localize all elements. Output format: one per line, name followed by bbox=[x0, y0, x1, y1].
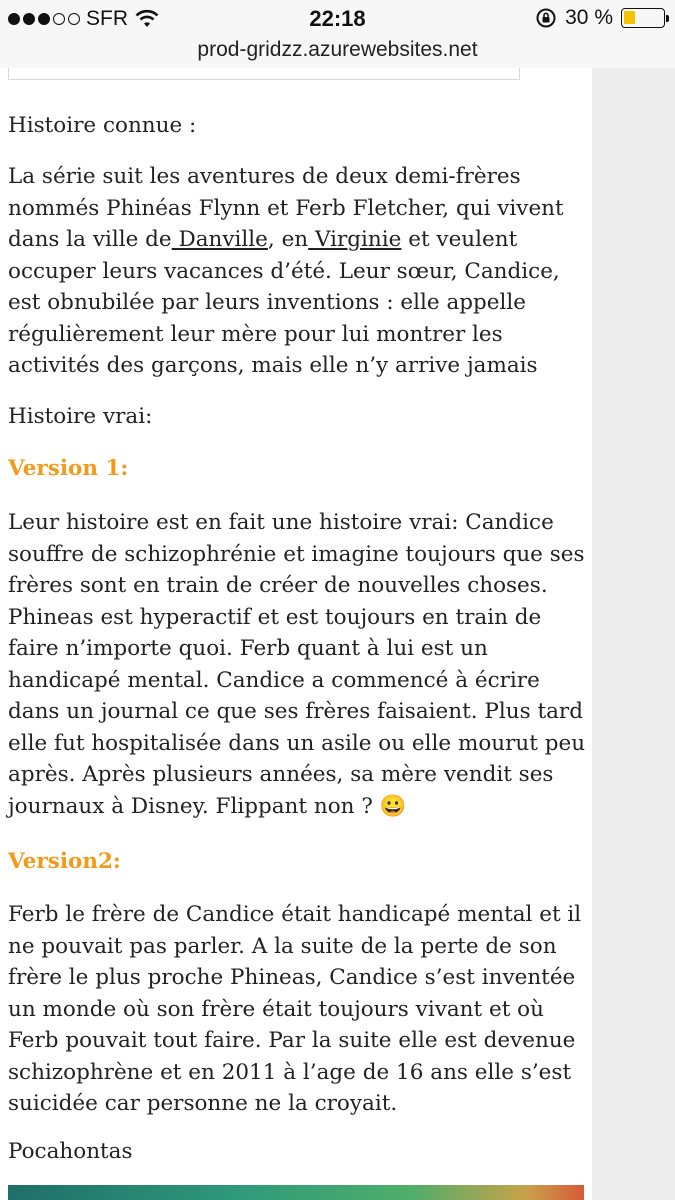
battery-percent: 30 % bbox=[565, 6, 613, 29]
version1-paragraph: Leur histoire est en fait une histoire vrai: Candice souffre de schizophrénie et imagine toujours que ses frères sont en train de créer de nouvelles choses. Phineas est hyperactif et est toujours en train de faire n’importe quoi. Ferb quant à lui est un handicapé mental. Candice a commencé à écrire dans un journal ce que ses frères faisaient. Plus tard elle fut hospitalisée dans un asile ou elle mourut peu après. Après plusieurs années, sa mère vendit ses journaux à Disney. Flippant non ? 😀 bbox=[8, 510, 586, 819]
pocahontas-heading: Pocahontas bbox=[8, 1139, 133, 1164]
orientation-lock-icon bbox=[535, 7, 557, 29]
status-bar bbox=[0, 0, 675, 38]
pocahontas-image[interactable] bbox=[8, 1185, 584, 1200]
battery-icon bbox=[621, 8, 665, 28]
danville-link[interactable]: Danville bbox=[171, 227, 268, 252]
version2-paragraph: Ferb le frère de Candice était handicapé mental et il ne pouvait pas parler. A la suite de la perte de son frère le plus proche Phineas, Candice s’est inventée un monde où son frère était toujours vivant et où Ferb pouvait tout faire. Par la suite elle est devenue schizophrène et en 2011 à l’age de 16 ans elle s’est suicidée car personne ne la croyait. bbox=[8, 902, 582, 1116]
clock: 22:18 bbox=[309, 6, 366, 31]
version1-heading: Version 1: bbox=[8, 456, 129, 481]
version2-heading: Version2: bbox=[8, 849, 121, 874]
page-content bbox=[0, 68, 675, 1200]
battery-level bbox=[624, 11, 635, 24]
url-bar[interactable] bbox=[0, 38, 675, 68]
article-column bbox=[0, 68, 592, 1200]
known-story-paragraph: La série suit les aventures de deux demi-frères nommés Phinéas Flynn et Ferb Fletcher, qui vivent dans la ville de Danville, en Virginie et veulent occuper leurs vacances d’été. Leur sœur, Candice, est obnubilée par leurs inventions : elle appelle régulièrement leur mère pour lui montrer les activités des garçons, mais elle n’y arrive jamais bbox=[8, 164, 564, 378]
known-story-heading: Histoire connue : bbox=[8, 113, 197, 138]
carrier-name: SFR bbox=[86, 7, 128, 30]
status-right bbox=[535, 6, 665, 30]
previous-box bbox=[8, 68, 520, 80]
virginie-link[interactable]: Virginie bbox=[308, 227, 402, 252]
true-story-heading: Histoire vrai: bbox=[8, 404, 153, 429]
url-text[interactable]: prod-gridzz.azurewebsites.net bbox=[197, 38, 478, 61]
